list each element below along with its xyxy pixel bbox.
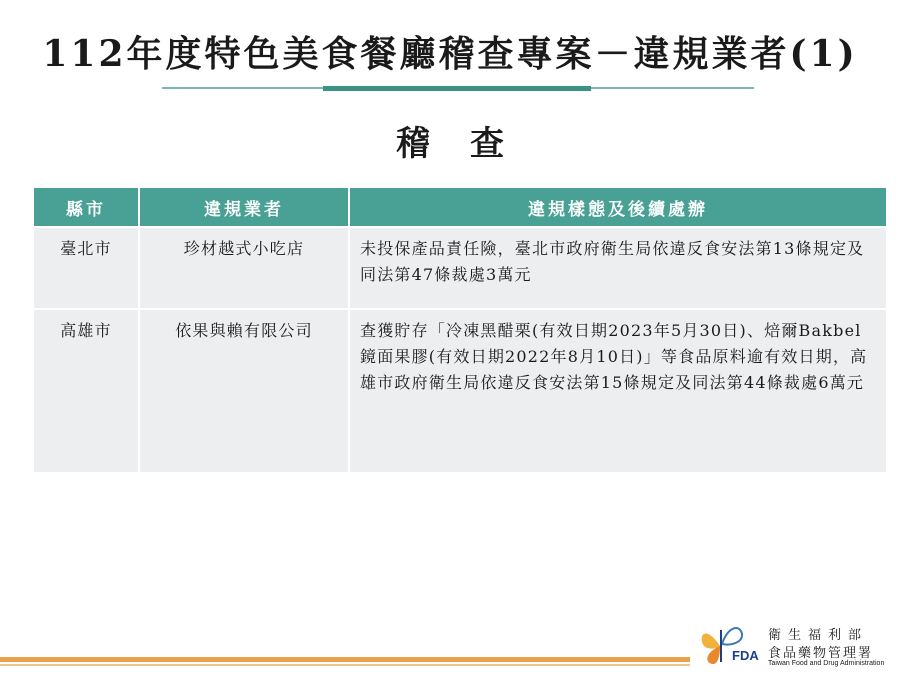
fda-logo [698,622,898,672]
cell-county: 高雄市 [33,309,139,473]
table-row [33,227,887,309]
table-header-row [33,188,887,227]
header-county: 縣市 [33,188,139,227]
table-row [33,309,887,473]
footer-divider [0,657,690,662]
cell-vendor: 珍材越式小吃店 [139,227,349,309]
title-underline-accent [323,86,591,91]
page-subtitle: 稽查 [396,124,544,164]
footer-divider-thin [0,664,690,666]
header-vendor: 違規業者 [139,188,349,227]
logo-agency: 食品藥物管理署 [768,646,874,661]
cell-county: 臺北市 [33,227,139,309]
page-title: 112年度特色美食餐廳稽查專案－違規業者(1) [42,33,858,75]
logo-fda-text: FDA [732,648,759,663]
cell-detail: 未投保產品責任險，臺北市政府衛生局依違反食安法第13條規定及同法第47條裁處3萬元 [349,227,887,309]
violation-table [32,188,888,474]
logo-ministry: 衛生福利部 [768,628,869,643]
logo-english: Taiwan Food and Drug Administration [768,660,885,667]
cell-vendor: 依果與賴有限公司 [139,309,349,473]
header-detail: 違規樣態及後續處辦 [349,188,887,227]
cell-detail: 查獲貯存「冷凍黑醋栗(有效日期2023年5月30日)、焙爾Bakbel鏡面果膠(有效日期2022年8月10日)」等食品原料逾有效日期，高雄市政府衛生局依違反食安法第15條規定及同法第44條裁處6萬元 [349,309,887,473]
